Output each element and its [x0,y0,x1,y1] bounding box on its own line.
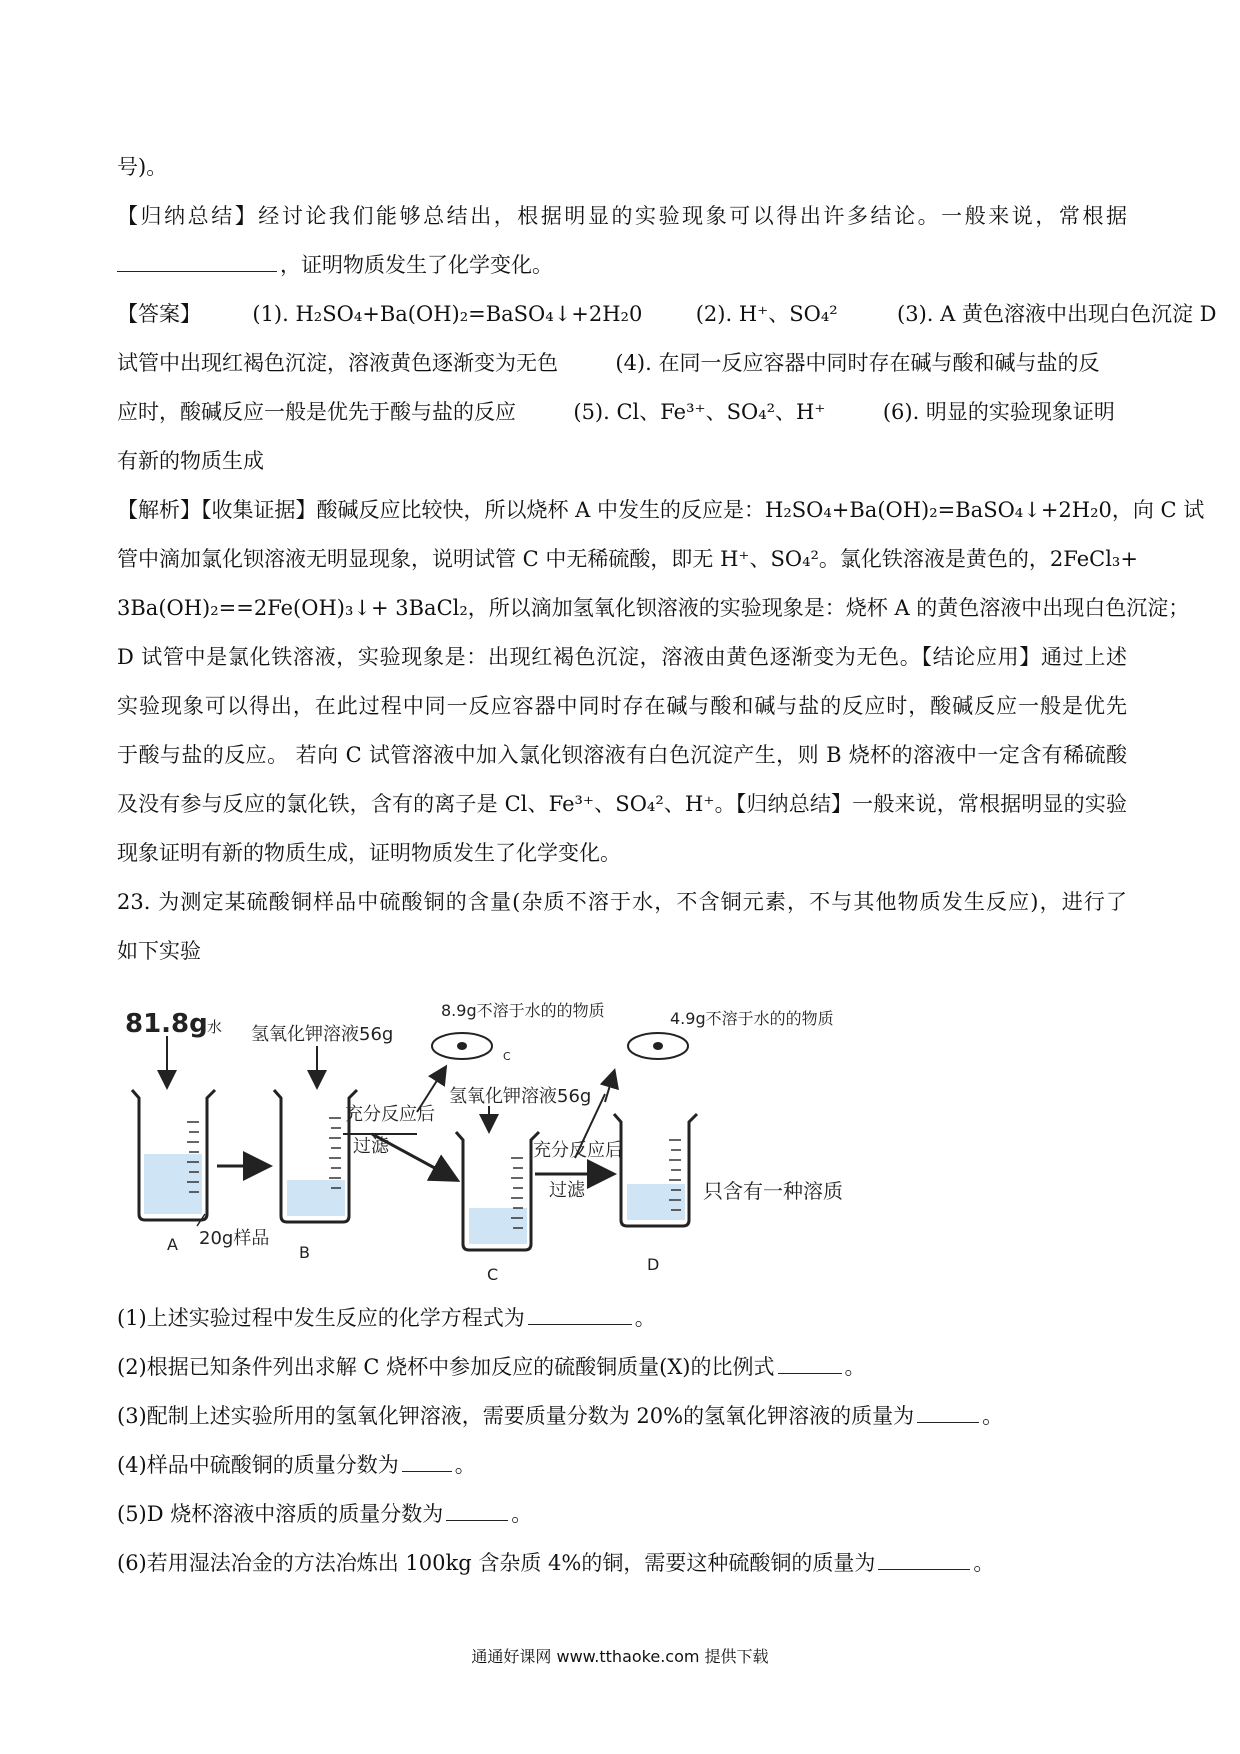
water-mass-label: 81.8g [125,1009,208,1039]
beaker-d-label: D [647,1255,660,1274]
answer-blank[interactable] [117,253,277,272]
water-label: 水 [207,1018,223,1036]
sub-question-3 [117,1401,1127,1431]
answer-blank[interactable] [402,1453,452,1472]
analysis-text: 现象证明有新的物质生成，证明物质发生了化学变化。 [117,841,621,865]
answer-line-1 [117,299,1217,329]
precipitate-dish-2 [628,1009,834,1059]
sub-question-5 [117,1499,1127,1529]
sub-question-4 [117,1450,1127,1480]
analysis-line [117,642,1127,672]
beaker-a-label: A [167,1235,178,1254]
analysis-line [117,789,1127,819]
answer-1-number: (1). [252,302,289,326]
answer-2-number: (2). [695,302,733,326]
answer-line-4 [117,446,1127,476]
beaker-d [614,1114,843,1274]
sub-question-6 [117,1548,1127,1578]
answer-blank[interactable] [778,1355,842,1374]
continuation-line [117,152,1127,182]
answer-blank[interactable] [528,1306,632,1325]
answer-blank[interactable] [446,1502,508,1521]
sub-question-4-text: (4)样品中硫酸铜的质量分数为 [117,1453,399,1477]
analysis-text: 3Ba(OH)₂==2Fe(OH)₃↓+ 3BaCl₂，所以滴加氢氧化钡溶液的实验现象是：烧杯 A 的黄色溶液中出现白色沉淀； [117,596,1190,620]
precipitate-dish-1 [432,1001,605,1059]
answer-6: (6). 明显的实验现象证明 [882,400,1115,424]
sub-question-2 [117,1352,1127,1382]
beaker-c [449,1050,591,1284]
beaker-a [125,1009,269,1254]
beaker-c-label: C [487,1265,499,1284]
question-23-text: 如下实验 [117,939,201,963]
analysis-text: 管中滴加氯化钡溶液无明显现象，说明试管 C 中无稀硫酸，即无 H⁺、SO₄²。氯化铁溶液是黄色的，2FeCl₃+ [117,547,1138,571]
react-label-1: 充分反应后 [345,1104,435,1125]
answer-3-continued: 试管中出现红褐色沉淀，溶液黄色逐渐变为无色 [117,351,558,375]
answer-label: 【答案】 [117,302,201,326]
arrow-to-dish-2 [605,1072,614,1102]
answer-1-equation: H₂SO₄+Ba(OH)₂=BaSO₄↓+2H₂0 [295,302,643,326]
answer-line-2 [117,348,1127,378]
answer-line-3 [117,397,1127,427]
summary-blank-line [117,250,1127,280]
analysis-text: 实验现象可以得出，在此过程中同一反应容器中同时存在碱与酸和碱与盐的反应时，酸碱反应一般是优先 [117,694,1127,718]
sub-question-5-end: 。 [511,1502,533,1526]
analysis-line [117,544,1138,574]
summary-tail: ，证明物质发生了化学变化。 [280,253,553,277]
sub-question-2-text: (2)根据已知条件列出求解 C 烧杯中参加反应的硫酸铜质量(X)的比例式 [117,1355,775,1379]
sub-question-6-text: (6)若用湿法冶金的方法冶炼出 100kg 含杂质 4%的铜，需要这种硫酸铜的质量为 [117,1551,876,1575]
analysis-line [117,593,1190,623]
filter-label-1: 过滤 [353,1136,389,1157]
analysis-text: 于酸与盐的反应。 若向 C 试管溶液中加入氯化钡溶液有白色沉淀产生，则 B 烧杯的溶液中一定含有稀硫酸 [117,743,1127,767]
sub-question-6-end: 。 [973,1551,995,1575]
analysis-text: 【解析】【收集证据】酸碱反应比较快，所以烧杯 A 中发生的反应是：H₂SO₄+Ba(OH)₂=BaSO₄↓+2H₂0，向 C 试 [117,498,1205,522]
only-one-solute-label: 只含有一种溶质 [703,1179,843,1203]
analysis-text: 及没有参与反应的氯化铁，含有的离子是 Cl、Fe³⁺、SO₄²、H⁺。【归纳总结】一般来说，常根据明显的实验 [117,792,1127,816]
answer-3-text: A 黄色溶液中出现白色沉淀 D [940,302,1217,326]
stray-mark: C [503,1050,511,1063]
answer-4: (4). 在同一反应容器中同时存在碱与酸和碱与盐的反 [615,351,1100,375]
question-23-stem [117,936,1127,966]
analysis-line [117,691,1127,721]
experiment-diagram [117,994,957,1294]
analysis-line [117,495,1205,525]
sub-question-1-text: (1)上述实验过程中发生反应的化学方程式为 [117,1306,525,1330]
page-footer [0,1644,1240,1667]
analysis-text: D 试管中是氯化铁溶液，实验现象是：出现红褐色沉淀，溶液由黄色逐渐变为无色。【结论应用】通过上述 [117,645,1127,669]
analysis-line [117,740,1127,770]
sub-question-5-text: (5)D 烧杯溶液中溶质的质量分数为 [117,1502,444,1526]
sub-question-1 [117,1303,1127,1333]
koh-solution-label-1: 氢氧化钾溶液56g [251,1024,394,1045]
answer-2-ions: H⁺、SO₄² [738,302,838,326]
question-23-text: 23. 为测定某硫酸铜样品中硫酸铜的含量(杂质不溶于水，不含铜元素，不与其他物质发生反应)，进行了 [117,890,1127,914]
sub-question-2-end: 。 [844,1355,866,1379]
beaker-b-label: B [299,1243,310,1262]
summary-text: 【归纳总结】经讨论我们能够总结出，根据明显的实验现象可以得出许多结论。一般来说，常根据 [117,204,1127,228]
sub-question-1-end: 。 [634,1306,656,1330]
koh-solution-label-2: 氢氧化钾溶液56g [449,1086,592,1107]
answer-blank[interactable] [917,1404,979,1423]
precipitate-1-label: 8.9g不溶于水的的物质 [441,1001,605,1020]
footer-text: 通通好课网 www.tthaoke.com 提供下载 [471,1647,769,1666]
answer-4-continued: 应时，酸碱反应一般是优先于酸与盐的反应 [117,400,516,424]
answer-blank[interactable] [878,1551,970,1570]
sub-question-3-text: (3)配制上述实验所用的氢氧化钾溶液，需要质量分数为 20%的氢氧化钾溶液的质量为 [117,1404,915,1428]
question-23-stem [117,887,1127,917]
summary-line [117,201,1127,231]
answer-5: (5). Cl、Fe³⁺、SO₄²、H⁺ [573,400,826,424]
answer-3-number: (3). [897,302,934,326]
precipitate-2-label: 4.9g不溶于水的的物质 [670,1009,834,1028]
sub-question-4-end: 。 [454,1453,476,1477]
analysis-line [117,838,1127,868]
sample-label: 20g样品 [199,1228,270,1249]
continuation-text: 号)。 [117,155,168,179]
sub-question-3-end: 。 [982,1404,1004,1428]
answer-6-continued: 有新的物质生成 [117,449,264,473]
filter-label-2: 过滤 [549,1180,585,1201]
react-label-2: 充分反应后 [533,1140,623,1161]
